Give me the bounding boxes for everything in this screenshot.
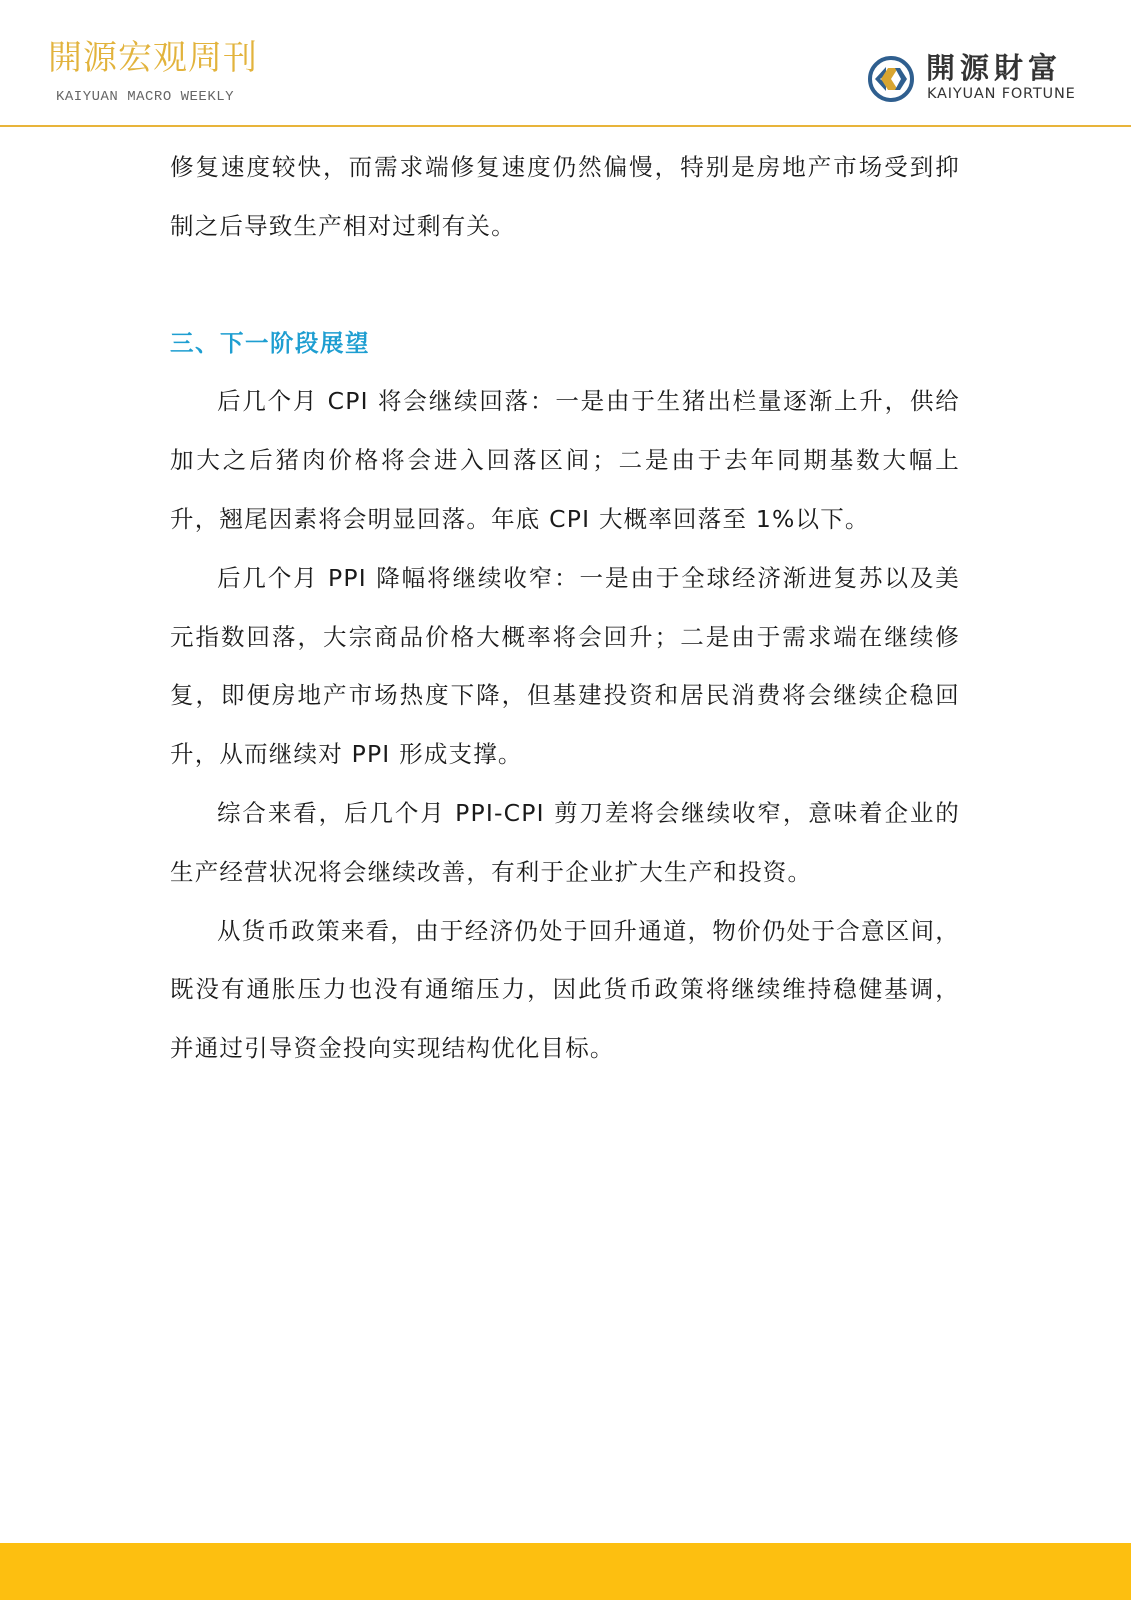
paragraph-scissors-gap: 综合来看，后几个月 PPI-CPI 剪刀差将会继续收窄，意味着企业的生产经营状况将会继续改善，有利于企业扩大生产和投资。 <box>170 798 960 886</box>
publication-subtitle: KAIYUAN MACRO WEEKLY <box>56 89 235 105</box>
footer-band <box>0 1543 1131 1600</box>
publication-title: 開源宏观周刊 <box>48 38 258 78</box>
section-heading: 三、下一阶段展望 <box>170 328 370 357</box>
kaiyuan-logo-icon <box>866 54 916 104</box>
logo-chinese-name: 開源財富 <box>926 51 1063 85</box>
continued-paragraph: 修复速度较快，而需求端修复速度仍然偏慢，特别是房地产市场受到抑制之后导致生产相对过剩有关。 <box>170 153 960 240</box>
paragraph-ppi-outlook: 后几个月 PPI 降幅将继续收窄：一是由于全球经济渐进复苏以及美元指数回落，大宗商品价格大概率将会回升；二是由于需求端在继续修复，即便房地产市场热度下降，但基建投资和居民消费将会继续企稳回升，从而继续对 PPI 形成支撑。 <box>170 563 960 769</box>
paragraph-cpi-outlook: 后几个月 CPI 将会继续回落：一是由于生猪出栏量逐渐上升，供给加大之后猪肉价格将会进入回落区间；二是由于去年同期基数大幅上升，翘尾因素将会明显回落。年底 CPI 大概率回落至 1%以下。 <box>170 387 960 533</box>
company-logo <box>866 50 1106 110</box>
page-header <box>0 0 1131 127</box>
article-body <box>170 138 960 1078</box>
paragraph-monetary-policy: 从货币政策来看，由于经济仍处于回升通道，物价仍处于合意区间，既没有通胀压力也没有通缩压力，因此货币政策将继续维持稳健基调，并通过引导资金投向实现结构优化目标。 <box>170 916 960 1063</box>
logo-english-name: KAIYUAN FORTUNE <box>927 86 1076 102</box>
